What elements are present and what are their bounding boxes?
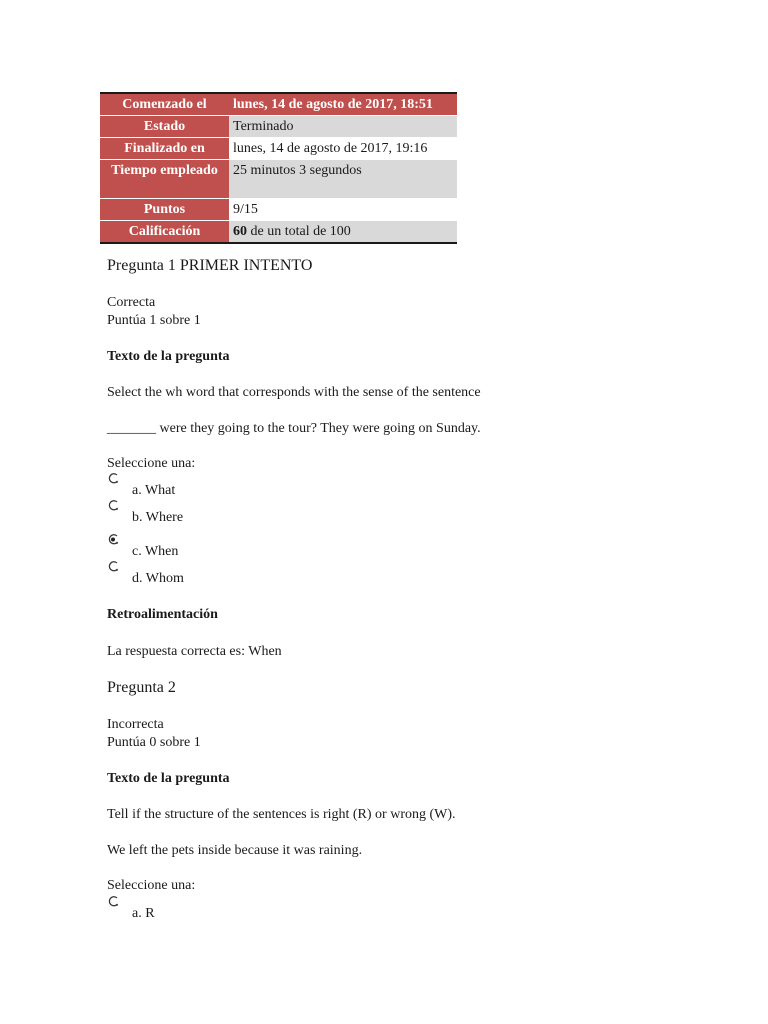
summary-row-status — [100, 116, 457, 138]
question-1-title: Pregunta 1 PRIMER INTENTO — [107, 257, 313, 274]
question-1-text-heading: Texto de la pregunta — [107, 349, 230, 364]
summary-value — [229, 221, 457, 244]
summary-value: lunes, 14 de agosto de 2017, 18:51 — [229, 93, 457, 116]
question-1-sentence: _______ were they going to the tour? They were going on Sunday. — [107, 421, 481, 436]
radio-unchecked-icon[interactable] — [107, 499, 120, 512]
summary-label: Comenzado el — [100, 93, 229, 116]
attempt-summary-table — [100, 92, 457, 244]
question-1-instruction: Select the wh word that corresponds with the sense of the sentence — [107, 385, 481, 400]
question-1-feedback-heading: Retroalimentación — [107, 607, 218, 622]
grade-total: de un total de 100 — [247, 224, 351, 239]
radio-unchecked-icon[interactable] — [107, 895, 120, 908]
summary-value: 9/15 — [229, 199, 457, 221]
option-label: c. When — [132, 544, 179, 559]
radio-unchecked-icon[interactable] — [107, 472, 120, 485]
question-2-sentence: We left the pets inside because it was raining. — [107, 843, 363, 858]
option-label: a. R — [132, 906, 155, 921]
option-label: a. What — [132, 483, 176, 498]
summary-row-points — [100, 199, 457, 221]
question-1-feedback: La respuesta correcta es: When — [107, 644, 282, 659]
summary-label: Estado — [100, 116, 229, 138]
question-1-score: Puntúa 1 sobre 1 — [107, 313, 201, 328]
summary-row-grade — [100, 221, 457, 244]
option-label: b. Where — [132, 510, 184, 525]
summary-value: 25 minutos 3 segundos — [229, 160, 457, 199]
summary-row-time-taken — [100, 160, 457, 199]
summary-label: Puntos — [100, 199, 229, 221]
summary-value: Terminado — [229, 116, 457, 138]
question-2-status: Incorrecta — [107, 717, 164, 732]
summary-label: Tiempo empleado — [100, 160, 229, 199]
option-label: d. Whom — [132, 571, 184, 586]
summary-label: Calificación — [100, 221, 229, 244]
question-2-text-heading: Texto de la pregunta — [107, 771, 230, 786]
question-2-score: Puntúa 0 sobre 1 — [107, 735, 201, 750]
radio-checked-icon[interactable] — [107, 533, 120, 546]
question-1-status: Correcta — [107, 295, 156, 310]
summary-label: Finalizado en — [100, 138, 229, 160]
grade-value: 60 — [233, 224, 247, 239]
radio-unchecked-icon[interactable] — [107, 560, 120, 573]
question-2-title: Pregunta 2 — [107, 679, 176, 696]
summary-row-started — [100, 93, 457, 116]
summary-row-finished — [100, 138, 457, 160]
question-1-select-prompt: Seleccione una: — [107, 456, 196, 471]
question-2-instruction: Tell if the structure of the sentences is right (R) or wrong (W). — [107, 807, 456, 822]
summary-value: lunes, 14 de agosto de 2017, 19:16 — [229, 138, 457, 160]
question-2-select-prompt: Seleccione una: — [107, 878, 196, 893]
